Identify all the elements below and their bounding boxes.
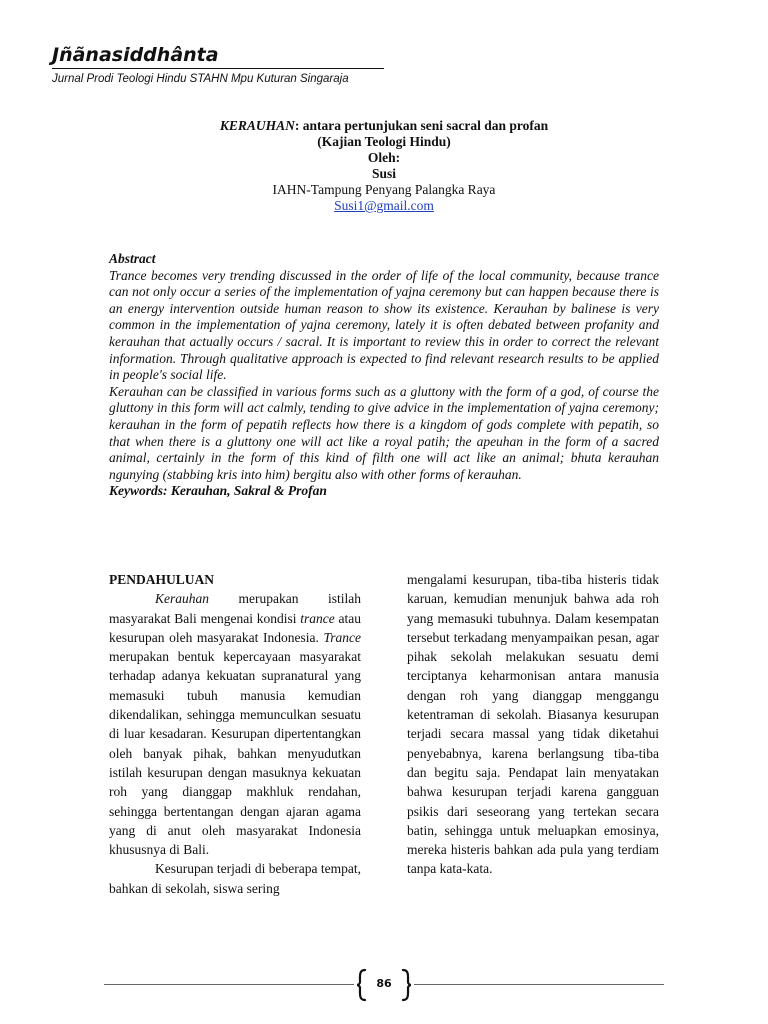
body-paragraph-1 [109,589,361,859]
author-email-link[interactable]: Susi1@gmail.com [334,198,434,213]
abstract-section [109,251,659,500]
body-text-run: merupakan istilah masyarakat Bali mengenai kondisi [109,591,361,626]
body-paragraph-3: mengalami kesurupan, tiba-tiba histeris tidak karuan, kemudian menunjuk bahwa ada roh yang memasuki tubuhnya. Dalam kesempatan tersebut terkadang menyampaikan pesan, agar pihak sekolah melakukan sesuatu demi terciptanya keharmonisan antara manusia dengan roh yang dianggap menggangu ketentraman di sekolah. Biasanya kesurupan terjadi secara massal yang tidak diketahui penyebabnya, karena berlangsung tiba-tiba dan begitu saja. Pendapat lain menyatakan bahwa kesurupan terjadi karena gangguan psikis dari seseorang yang tertekan secara batin, sehingga untuk meluapkan emosinya, mereka histeris bahkan ada pula yang terdiam tanpa kata-kata. [407,572,659,877]
abstract-paragraph-1: Trance becomes very trending discussed in the order of life of the local community, because trance can not only occur a series of the implementation of yajna ceremony but can happen because there is an energy intervention outside human reason to show its existence. Kerauhan by balinese is very common in the implementation of yajna ceremony, lately it is often debated between profanity and kerauhan that actually occurs / sacral. It is important to review this in order to correct the relevant information. Through qualitative approach is expected to find relevant research results to be applied in people's social life. [109,267,659,383]
journal-header [52,44,384,87]
footer-rule-right [414,984,664,985]
abstract-heading: Abstract [109,251,156,266]
by-label: Oleh: [367,150,401,165]
section-heading: PENDAHULUAN [109,572,215,587]
body-column-left [109,570,361,898]
article-subtitle: (Kajian Teologi Hindu) [317,134,451,149]
article-title-block [0,118,768,214]
body-paragraph-2: Kesurupan terjadi di beberapa tempat, bahkan di sekolah, siswa sering [109,861,361,896]
article-title [0,118,768,134]
page-number-brackets [356,968,412,1002]
body-term-trance-2: Trance [323,629,361,645]
page-footer [104,968,664,1002]
footer-rule-left [104,984,354,985]
body-column-right [407,570,659,879]
abstract-paragraph-2: Kerauhan can be classified in various forms such as a gluttony with the form of a god, of course the gluttony in this form will act calmly, tending to give advice in the implementation of yajna ceremony; kerauhan in the form of pepatih reflects how there is a kingdom of gods complete with pepatih, so that when there is a gluttony one will act like a royal patih; the apeuhan in the form of a sacred animal, certainly in the form of this kind of filth one will act like an animal; bhuta kerauhan ngunying (stabbing kris into him) bergitu also with other forms of kerauhan. [109,383,659,482]
body-term-trance: trance [300,610,335,626]
article-title-italic: KERAUHAN [219,118,295,133]
page-number: 86 [376,977,392,990]
journal-title: Jñãnasiddhânta [52,44,384,69]
body-text-run: merupakan bentuk kepercayaan masyarakat terhadap adanya kekuatan supranatural yang memasuki tubuh manusia kemudian dikendalikan, sehingga memunculkan sesuatu di luar kesadaran. Kesurupan dipertentangkan oleh banyak pihak, bahkan menyudutkan istilah kesurupan dengan masuknya kekuatan roh yang dianggap makhluk rendahan, sehingga bertentangan dengan ajaran agama yang di anut oleh masyarakat Indonesia khususnya di Bali. [109,649,361,858]
abstract-keywords: Keywords: Kerauhan, Sakral & Profan [109,483,327,499]
article-title-rest: : antara pertunjukan seni sacral dan profan [294,118,549,133]
body-text-run: atau kesurupan oleh masyarakat Indonesia. [109,610,361,645]
body-term-kerauhan: Kerauhan [155,591,209,607]
author-name: Susi [371,166,397,181]
author-affiliation: IAHN-Tampung Penyang Palangka Raya [272,182,496,197]
journal-subtitle: Jurnal Prodi Teologi Hindu STAHN Mpu Kuturan Singaraja [52,73,349,85]
